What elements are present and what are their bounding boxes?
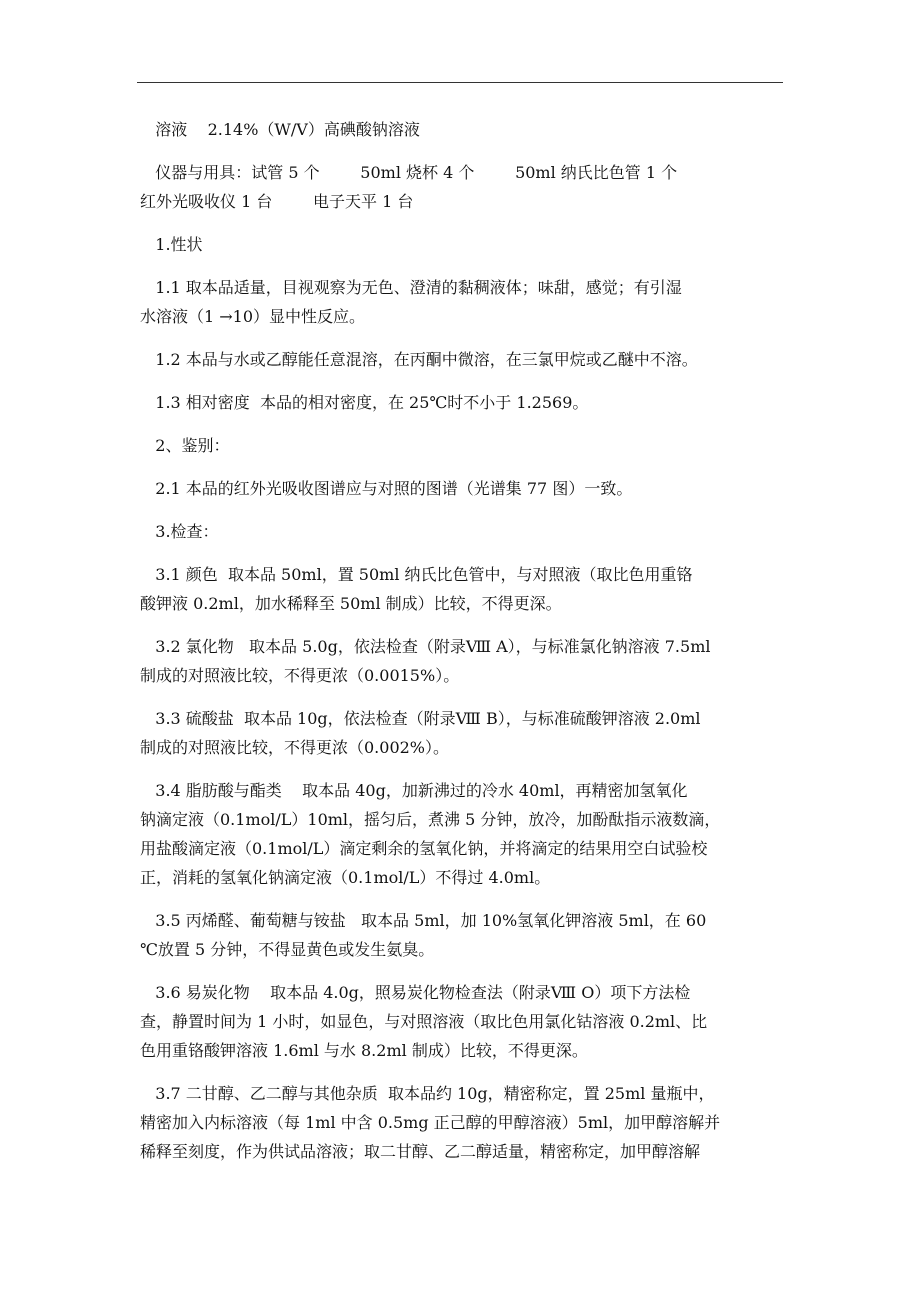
text-line: 红外光吸收仪 1 台 电子天平 1 台 (140, 192, 414, 211)
text-line: 3.3 硫酸盐 取本品 10g，依法检查（附录Ⅷ B），与标准硫酸钾溶液 2.0ml (140, 709, 701, 728)
text-line: 查，静置时间为 1 小时，如显色，与对照溶液（取比色用氯化钴溶液 0.2ml、比 (140, 1012, 708, 1031)
text-line: 1.3 相对密度 本品的相对密度，在 25℃时不小于 1.2569。 (140, 393, 589, 412)
text-line: 3.检查： (140, 522, 219, 541)
text-line: 3.7 二甘醇、乙二醇与其他杂质 取本品约 10g，精密称定，置 25ml 量瓶中， (140, 1084, 715, 1103)
text-line: 精密加入内标溶液（每 1ml 中含 0.5mg 正己醇的甲醇溶液）5ml，加甲醇溶解并 (140, 1113, 721, 1132)
text-line: 制成的对照液比较，不得更浓（0.0015%）。 (140, 666, 460, 685)
text-line: 1.2 本品与水或乙醇能任意混溶，在丙酮中微溶，在三氯甲烷或乙醚中不溶。 (140, 350, 698, 369)
text-line: 3.4 脂肪酸与酯类 取本品 40g，加新沸过的冷水 40ml，再精密加氢氧化 (140, 781, 688, 800)
text-line: 2、鉴别： (140, 436, 230, 455)
text-line: 仪器与用具：试管 5 个 50ml 烧杯 4 个 50ml 纳氏比色管 1 个 (140, 163, 678, 182)
text-line: 酸钾液 0.2ml，加水稀释至 50ml 制成）比较，不得更深。 (140, 594, 562, 613)
text-line: 制成的对照液比较，不得更浓（0.002%）。 (140, 738, 450, 757)
text-line: 3.1 颜色 取本品 50ml，置 50ml 纳氏比色管中，与对照液（取比色用重铬 (140, 565, 693, 584)
header-rule (137, 82, 783, 83)
text-line: 2.1 本品的红外光吸收图谱应与对照的图谱（光谱集 77 图）一致。 (140, 479, 633, 498)
text-line: 溶液 2.14%（W/V）高碘酸钠溶液 (140, 120, 420, 139)
text-line: 钠滴定液（0.1mol/L）10ml，摇匀后，煮沸 5 分钟，放冷，加酚酞指示液数滴， (140, 810, 721, 829)
text-line: 用盐酸滴定液（0.1mol/L）滴定剩余的氢氧化钠，并将滴定的结果用空白试验校 (140, 839, 708, 858)
text-line: 3.6 易炭化物 取本品 4.0g，照易炭化物检查法（附录Ⅷ O）项下方法检 (140, 983, 691, 1002)
text-line: 1.性状 (140, 235, 203, 254)
text-line: 1.1 取本品适量，目视观察为无色、澄清的黏稠液体；味甜，感觉；有引湿 (140, 278, 682, 297)
text-line: ℃放置 5 分钟，不得显黄色或发生氨臭。 (140, 940, 435, 959)
text-line: 色用重铬酸钾溶液 1.6ml 与水 8.2ml 制成）比较，不得更深。 (140, 1041, 588, 1060)
document-body (140, 115, 800, 1166)
text-line: 3.2 氯化物 取本品 5.0g，依法检查（附录Ⅷ A），与标准氯化钠溶液 7.5ml (140, 637, 711, 656)
text-line: 稀释至刻度，作为供试品溶液；取二甘醇、乙二醇适量，精密称定，加甲醇溶解 (140, 1142, 701, 1161)
text-line: 水溶液（1 →10）显中性反应。 (140, 307, 366, 326)
text-line: 正，消耗的氢氧化钠滴定液（0.1mol/L）不得过 4.0ml。 (140, 868, 551, 887)
text-line: 3.5 丙烯醛、葡萄糖与铵盐 取本品 5ml，加 10%氢氧化钾溶液 5ml，在 60 (140, 911, 707, 930)
